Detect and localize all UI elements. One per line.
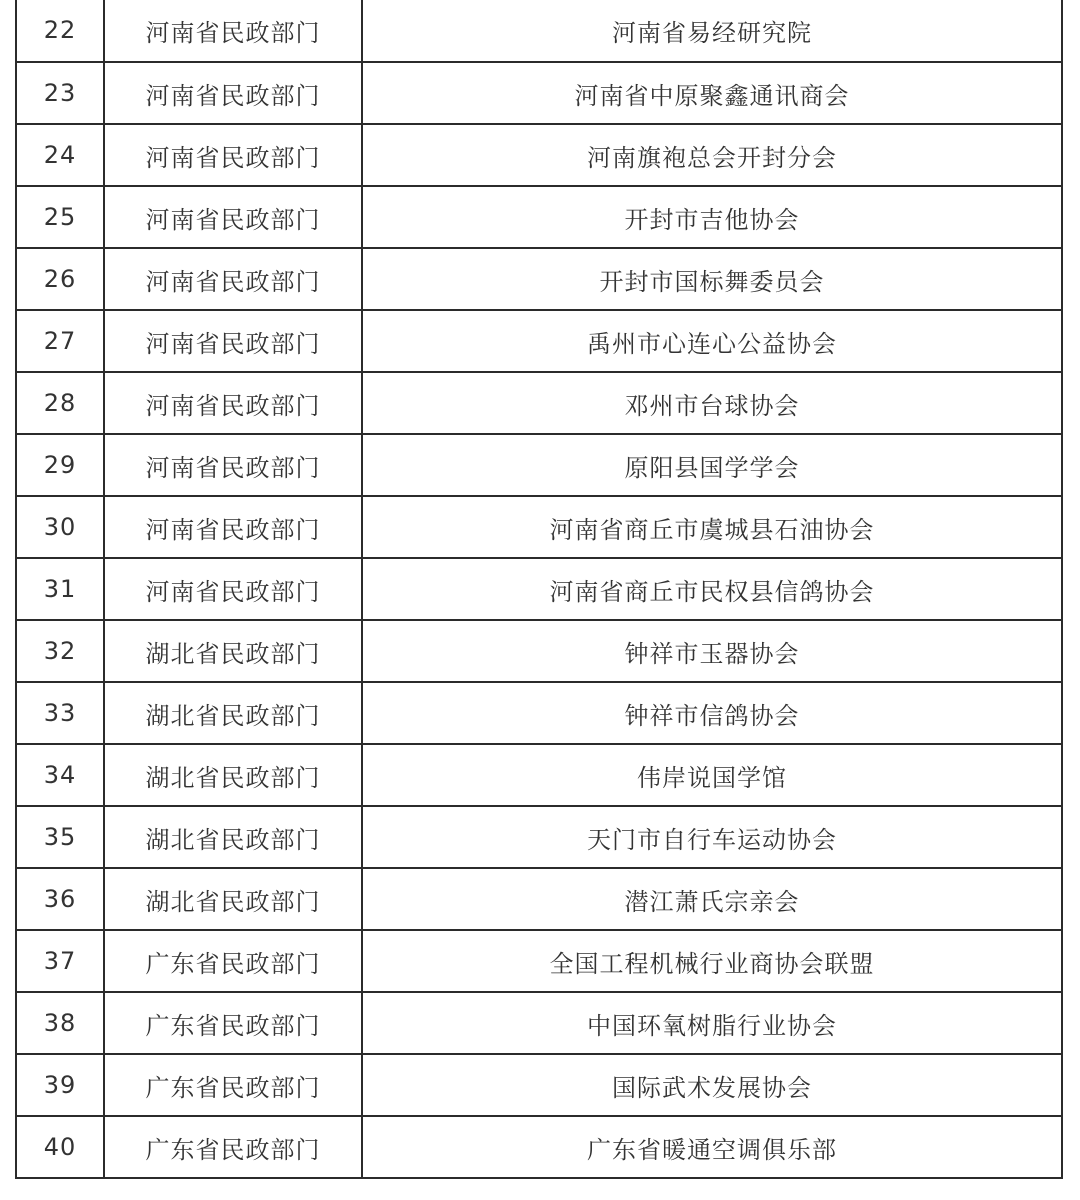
table-row bbox=[16, 558, 1062, 620]
row-number-cell: 33 bbox=[16, 682, 104, 744]
organization-name-cell: 邓州市台球协会 bbox=[362, 372, 1062, 434]
department-cell: 河南省民政部门 bbox=[104, 434, 362, 496]
table-row bbox=[16, 248, 1062, 310]
row-number-cell: 38 bbox=[16, 992, 104, 1054]
table-row bbox=[16, 806, 1062, 868]
row-number-cell: 28 bbox=[16, 372, 104, 434]
organization-name-cell: 潜江萧氏宗亲会 bbox=[362, 868, 1062, 930]
organization-name-cell: 开封市吉他协会 bbox=[362, 186, 1062, 248]
organization-name-cell: 河南省易经研究院 bbox=[362, 0, 1062, 62]
organization-name-cell: 广东省暖通空调俱乐部 bbox=[362, 1116, 1062, 1178]
table-row bbox=[16, 930, 1062, 992]
row-number-cell: 27 bbox=[16, 310, 104, 372]
table-row bbox=[16, 434, 1062, 496]
organization-name-cell: 开封市国标舞委员会 bbox=[362, 248, 1062, 310]
table-row bbox=[16, 62, 1062, 124]
row-number-cell: 26 bbox=[16, 248, 104, 310]
row-number-cell: 36 bbox=[16, 868, 104, 930]
table-row bbox=[16, 372, 1062, 434]
table-row bbox=[16, 496, 1062, 558]
row-number-cell: 24 bbox=[16, 124, 104, 186]
row-number-cell: 35 bbox=[16, 806, 104, 868]
table-row bbox=[16, 310, 1062, 372]
organization-name-cell: 全国工程机械行业商协会联盟 bbox=[362, 930, 1062, 992]
table-row bbox=[16, 868, 1062, 930]
department-cell: 湖北省民政部门 bbox=[104, 868, 362, 930]
organization-name-cell: 中国环氧树脂行业协会 bbox=[362, 992, 1062, 1054]
table-row bbox=[16, 124, 1062, 186]
table-row bbox=[16, 1116, 1062, 1178]
department-cell: 河南省民政部门 bbox=[104, 124, 362, 186]
table-row bbox=[16, 992, 1062, 1054]
table-row bbox=[16, 0, 1062, 62]
department-cell: 河南省民政部门 bbox=[104, 62, 362, 124]
department-cell: 广东省民政部门 bbox=[104, 1116, 362, 1178]
department-cell: 河南省民政部门 bbox=[104, 372, 362, 434]
department-cell: 河南省民政部门 bbox=[104, 0, 362, 62]
organization-table-container bbox=[15, 0, 1063, 1179]
organization-name-cell: 禹州市心连心公益协会 bbox=[362, 310, 1062, 372]
department-cell: 湖北省民政部门 bbox=[104, 744, 362, 806]
department-cell: 河南省民政部门 bbox=[104, 310, 362, 372]
organization-name-cell: 原阳县国学学会 bbox=[362, 434, 1062, 496]
row-number-cell: 32 bbox=[16, 620, 104, 682]
department-cell: 河南省民政部门 bbox=[104, 248, 362, 310]
table-body bbox=[16, 0, 1062, 1178]
organization-table bbox=[15, 0, 1063, 1179]
department-cell: 广东省民政部门 bbox=[104, 992, 362, 1054]
department-cell: 河南省民政部门 bbox=[104, 496, 362, 558]
department-cell: 河南省民政部门 bbox=[104, 558, 362, 620]
row-number-cell: 39 bbox=[16, 1054, 104, 1116]
row-number-cell: 37 bbox=[16, 930, 104, 992]
table-row bbox=[16, 1054, 1062, 1116]
department-cell: 河南省民政部门 bbox=[104, 186, 362, 248]
organization-name-cell: 河南省商丘市虞城县石油协会 bbox=[362, 496, 1062, 558]
department-cell: 湖北省民政部门 bbox=[104, 806, 362, 868]
table-row bbox=[16, 682, 1062, 744]
department-cell: 湖北省民政部门 bbox=[104, 620, 362, 682]
organization-name-cell: 钟祥市信鸽协会 bbox=[362, 682, 1062, 744]
organization-name-cell: 河南省商丘市民权县信鸽协会 bbox=[362, 558, 1062, 620]
row-number-cell: 29 bbox=[16, 434, 104, 496]
organization-name-cell: 国际武术发展协会 bbox=[362, 1054, 1062, 1116]
row-number-cell: 25 bbox=[16, 186, 104, 248]
row-number-cell: 30 bbox=[16, 496, 104, 558]
organization-name-cell: 河南旗袍总会开封分会 bbox=[362, 124, 1062, 186]
table-row bbox=[16, 186, 1062, 248]
row-number-cell: 40 bbox=[16, 1116, 104, 1178]
organization-name-cell: 天门市自行车运动协会 bbox=[362, 806, 1062, 868]
row-number-cell: 31 bbox=[16, 558, 104, 620]
row-number-cell: 22 bbox=[16, 0, 104, 62]
department-cell: 湖北省民政部门 bbox=[104, 682, 362, 744]
row-number-cell: 34 bbox=[16, 744, 104, 806]
organization-name-cell: 钟祥市玉器协会 bbox=[362, 620, 1062, 682]
row-number-cell: 23 bbox=[16, 62, 104, 124]
department-cell: 广东省民政部门 bbox=[104, 1054, 362, 1116]
table-row bbox=[16, 620, 1062, 682]
organization-name-cell: 河南省中原聚鑫通讯商会 bbox=[362, 62, 1062, 124]
organization-name-cell: 伟岸说国学馆 bbox=[362, 744, 1062, 806]
table-row bbox=[16, 744, 1062, 806]
department-cell: 广东省民政部门 bbox=[104, 930, 362, 992]
